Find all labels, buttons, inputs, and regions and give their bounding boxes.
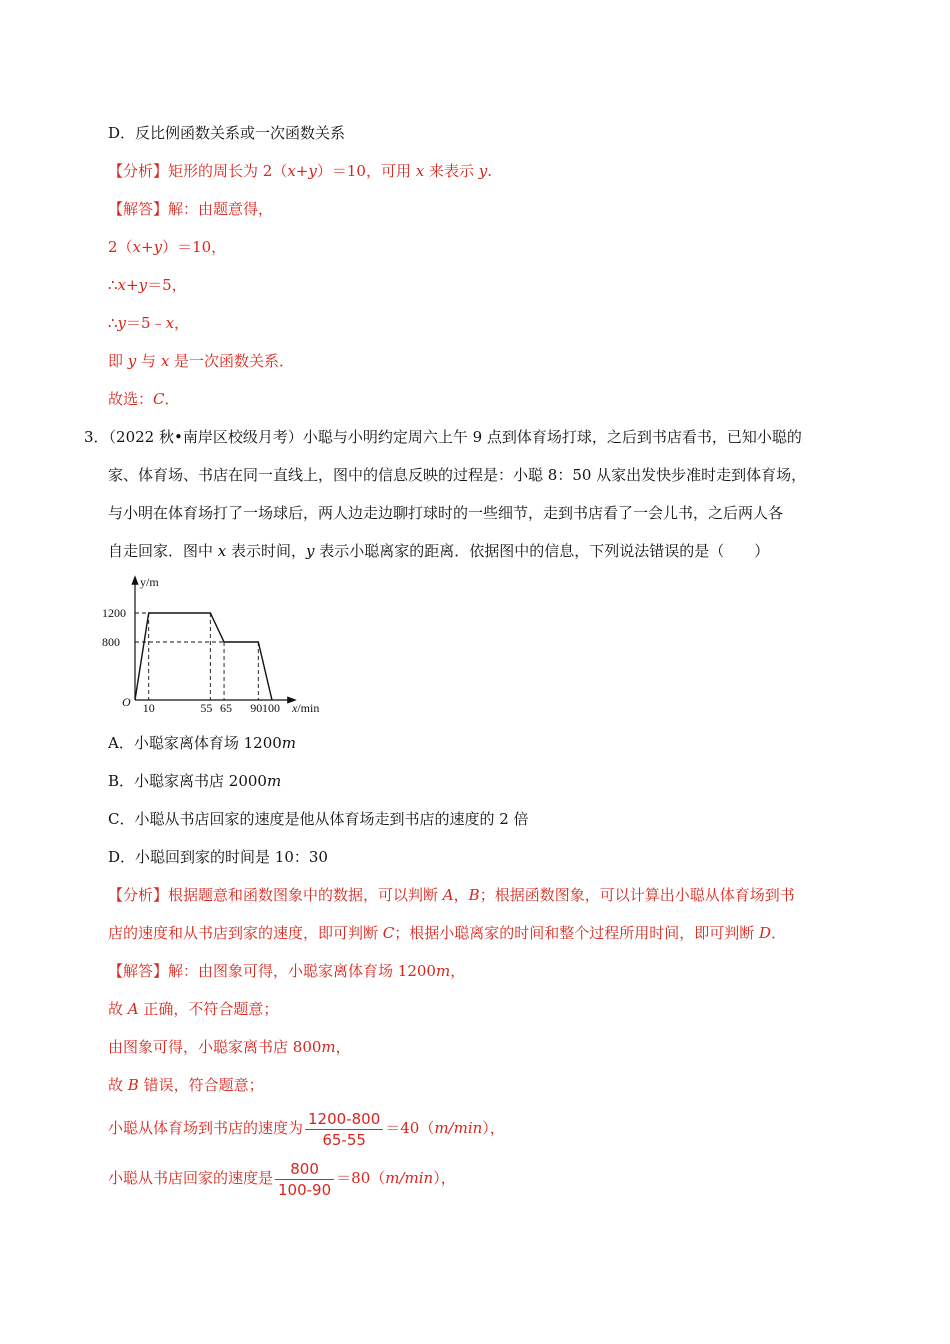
text: 表示小聪离家的距离．依据图中的信息，下列说法错误的是（ ） [314, 542, 770, 560]
x-axis-var: x [292, 701, 298, 715]
question-line-3: 与小明在体育场打了一场球后，两人边走边聊打球时的一些细节，走到书店看了一会儿书，之后两人各 [108, 504, 784, 522]
fraction-denominator: 65-55 [322, 1130, 366, 1149]
text: ）＝10，可用 [316, 162, 416, 180]
text: ）， [482, 1119, 505, 1137]
prev-option-d: D．反比例函数关系或一次函数关系 [108, 124, 346, 142]
analysis-tag: 【分析】 [108, 886, 169, 904]
var-x: x [117, 276, 127, 294]
answer-tag: 【解答】 [108, 962, 169, 980]
unit: m [321, 1038, 336, 1056]
text: A．小聪家离体育场 1200 [108, 734, 282, 752]
solution-line-5 [108, 1106, 505, 1150]
text: + [126, 276, 139, 294]
text: 故 [108, 1076, 128, 1094]
var-y: y [153, 238, 163, 256]
text: 来表示 [424, 162, 479, 180]
text: 由图象可得，小聪家离书店 800 [108, 1038, 322, 1056]
solution-line-3 [108, 1036, 351, 1058]
text: 根据题意和函数图象中的数据，可以判断 [168, 886, 443, 904]
analysis-line-1 [108, 884, 795, 906]
text: ＝5﹣ [126, 314, 166, 332]
unit: m/min [385, 1169, 434, 1187]
var-x: x [132, 238, 142, 256]
var-x: x [165, 314, 175, 332]
unit: m [266, 772, 282, 790]
var-y: y [127, 352, 137, 370]
var-x: x [217, 542, 227, 560]
text: ；根据小聪离家的时间和整个过程所用时间，即可判断 [394, 924, 760, 942]
question-line-1 [84, 426, 802, 448]
choice-letter: B [127, 1076, 139, 1094]
text: 故选： [108, 390, 154, 408]
text: ， [335, 1038, 351, 1056]
origin-label: O [122, 695, 131, 709]
text: 正确，不符合题意； [138, 1000, 279, 1018]
text: ）＝10， [162, 238, 227, 256]
fraction-numerator: 1200-800 [305, 1109, 383, 1130]
y-tick-label: 800 [102, 635, 120, 649]
prev-choice [108, 388, 180, 410]
choice-letter: C [153, 390, 165, 408]
text: 小聪从体育场到书店的速度为 [108, 1119, 304, 1137]
text: ． [771, 924, 787, 942]
var-x: x [160, 352, 170, 370]
text: 与 [136, 352, 161, 370]
x-tick-label: 55 [200, 701, 213, 715]
fraction [275, 1159, 334, 1200]
var-y: y [117, 314, 127, 332]
text: 自走回家．图中 [108, 542, 218, 560]
option-b [108, 770, 281, 792]
text: . [487, 162, 492, 180]
option-a [108, 732, 296, 754]
option-c: C．小聪从书店回家的速度是他从体育场走到书店的速度的 2 倍 [108, 810, 529, 828]
prev-answer [108, 198, 273, 220]
text: 错误，符合题意； [138, 1076, 264, 1094]
therefore-symbol: ∴ [108, 314, 118, 332]
text: B．小聪家离书店 2000 [108, 772, 267, 790]
text: ． [164, 390, 180, 408]
unit: m/min [434, 1119, 483, 1137]
x-tick-label: 65 [220, 701, 233, 715]
text: ）， [433, 1169, 456, 1187]
text: 即 [108, 352, 128, 370]
prev-step-2 [108, 274, 187, 296]
x-tick-label: 90 [250, 701, 263, 715]
text: ＝5， [147, 276, 187, 294]
text: ＝80（ [336, 1169, 386, 1187]
solution-line-6 [108, 1156, 456, 1200]
prev-analysis [108, 160, 492, 182]
choice-letter: C [382, 924, 395, 942]
option-d: D．小聪回到家的时间是 10：30 [108, 848, 328, 866]
text: 解：由题意得， [168, 200, 274, 218]
text: 表示时间， [226, 542, 307, 560]
text: （2022 秋•南岸区校级月考）小聪与小明约定周六上午 9 点到体育场打球，之后到书店看书，已知小聪的 [108, 428, 802, 446]
analysis-tag: 【分析】 [108, 162, 169, 180]
x-axis-unit: /min [297, 701, 320, 715]
choice-letter: A [442, 886, 454, 904]
choice-letter: B [468, 886, 480, 904]
prev-step-1 [108, 236, 226, 258]
therefore-symbol: ∴ [108, 276, 118, 294]
y-axis-label: y/m [140, 575, 159, 589]
var-y: y [478, 162, 488, 180]
text: ＝40（ [385, 1119, 435, 1137]
text: 矩形的周长为 2（ [168, 162, 288, 180]
distance-line [135, 613, 272, 700]
unit: m [281, 734, 297, 752]
text: 解：由图象可得，小聪家离体育场 1200 [168, 962, 436, 980]
question-number: 3． [84, 428, 109, 446]
solution-line-2 [108, 998, 278, 1020]
fraction-numerator: 800 [275, 1159, 334, 1180]
question-line-2: 家、体育场、书店在同一直线上，图中的信息反映的过程是：小聪 8：50 从家出发快步准时走到体育场， [108, 466, 807, 484]
var-x: x [415, 162, 425, 180]
analysis-line-2 [108, 922, 786, 944]
text: + [295, 162, 309, 180]
choice-letter: A [127, 1000, 139, 1018]
text: 店的速度和从书店到家的速度，即可判断 [108, 924, 383, 942]
text: ， [453, 886, 469, 904]
solution-line-1 [108, 960, 465, 982]
var-y: y [308, 162, 317, 180]
text: ；根据函数图象，可以计算出小聪从体育场到书 [479, 886, 795, 904]
text: 故 [108, 1000, 128, 1018]
text: 2（ [108, 238, 133, 256]
var-y: y [306, 542, 315, 560]
text: + [141, 238, 154, 256]
y-tick-label: 1200 [102, 606, 126, 620]
choice-letter: D [759, 924, 772, 942]
text: 小聪从书店回家的速度是 [108, 1169, 274, 1187]
distance-time-graph [100, 572, 350, 722]
x-tick-label: 100 [262, 701, 280, 715]
graph-svg [100, 572, 350, 722]
text: ， [450, 962, 466, 980]
unit: m [435, 962, 451, 980]
fraction [305, 1109, 383, 1150]
text: 是一次函数关系． [169, 352, 295, 370]
text: ， [174, 314, 190, 332]
x-tick-label: 10 [142, 701, 155, 715]
var-x: x [287, 162, 296, 180]
prev-step-4 [108, 350, 294, 372]
question-line-4 [108, 540, 769, 562]
var-y: y [138, 276, 148, 294]
prev-step-3 [108, 312, 189, 334]
x-axis-label [291, 701, 319, 715]
answer-tag: 【解答】 [108, 200, 169, 218]
fraction-denominator: 100-90 [278, 1180, 332, 1199]
solution-line-4 [108, 1074, 264, 1096]
